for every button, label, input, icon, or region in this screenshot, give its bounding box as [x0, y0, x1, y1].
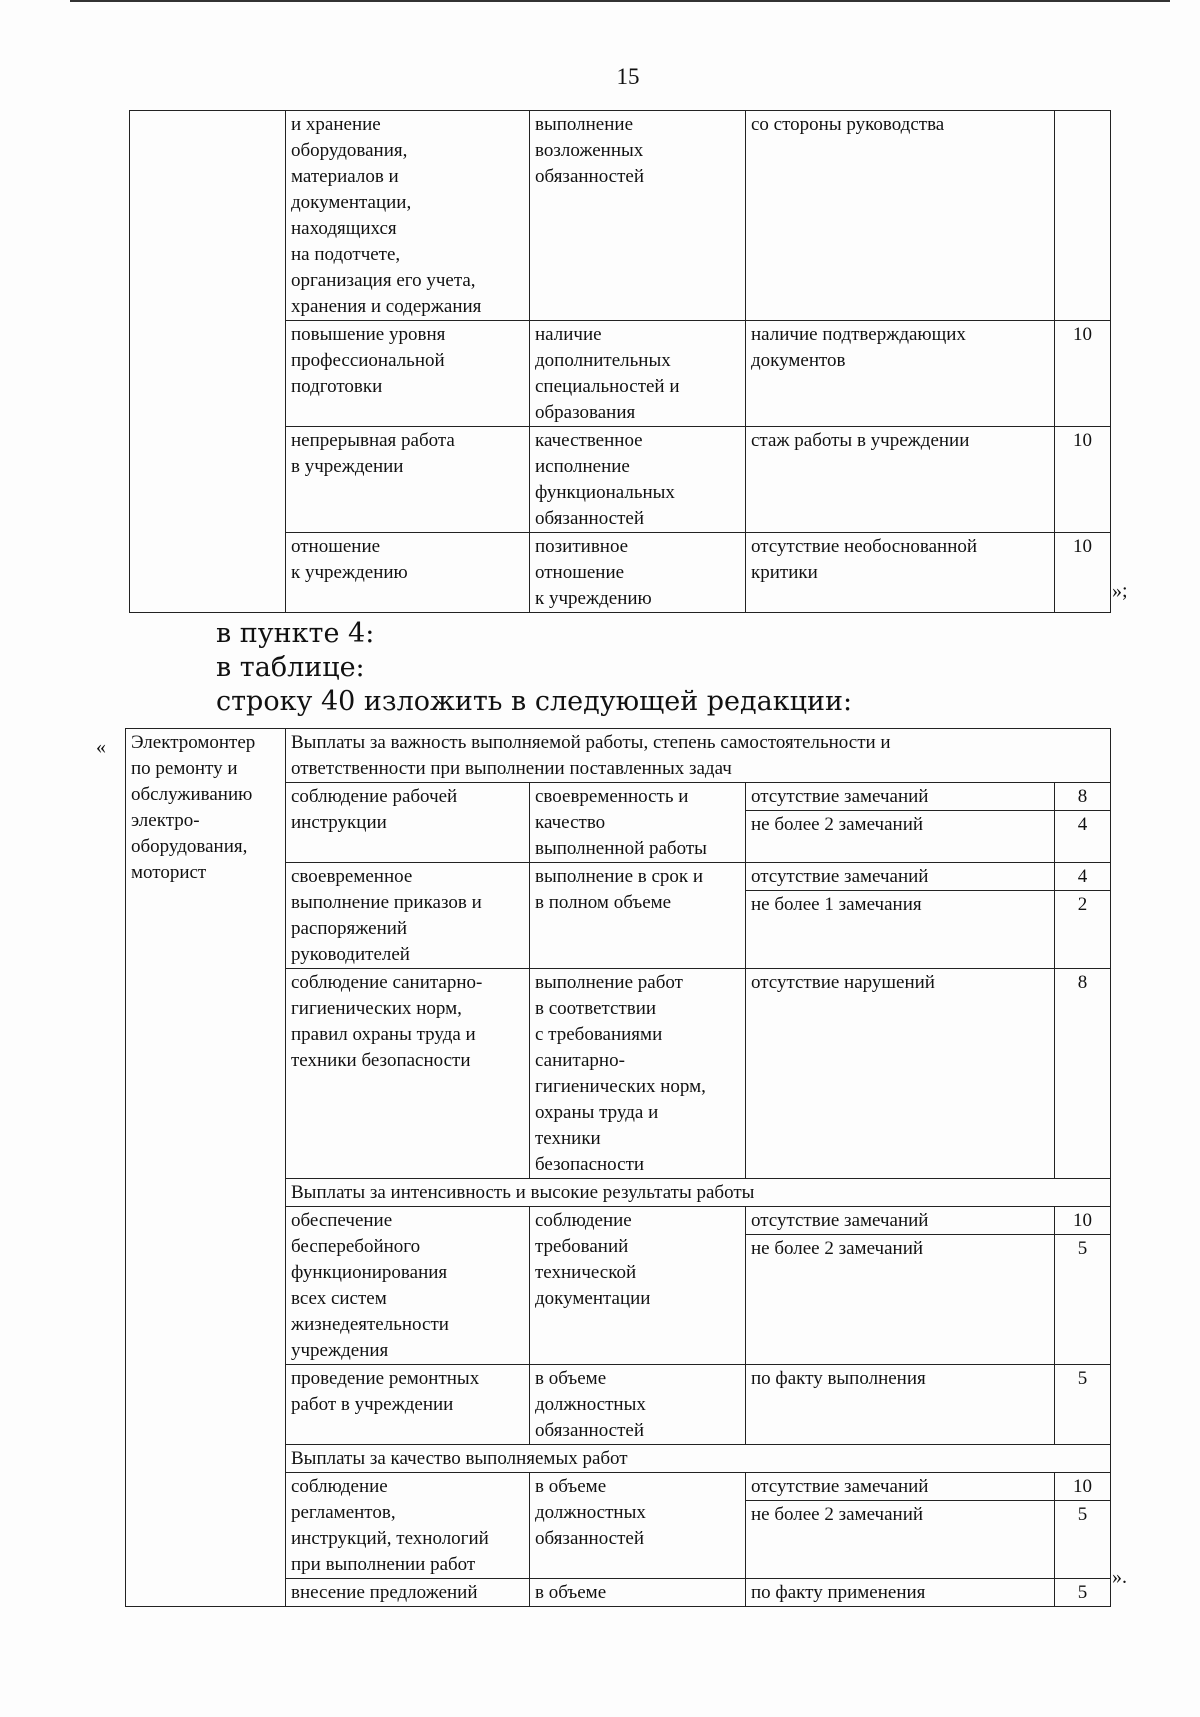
points-cell: 5 [1055, 1579, 1111, 1607]
instruction-line: строку 40 изложить в следующей редакции: [216, 686, 853, 717]
indicator-cell: внесение предложений [286, 1579, 530, 1607]
closing-quote-mark: »; [1112, 580, 1128, 602]
points-cell: 4 [1055, 811, 1111, 863]
points-cell: 10 [1055, 533, 1111, 613]
points-cell: 2 [1055, 891, 1111, 969]
closing-quote-mark: ». [1112, 1566, 1127, 1588]
indicator-cell: соблюдение рабочей инструкции [286, 783, 530, 863]
criterion-cell: по факту применения [746, 1579, 1055, 1607]
points-cell: 10 [1055, 1473, 1111, 1501]
indicator-cell: непрерывная работа в учреждении [286, 427, 530, 533]
condition-cell: своевременность и качество выполненной работы [530, 783, 746, 863]
criteria-table-continued [129, 110, 1111, 613]
indicator-cell: отношение к учреждению [286, 533, 530, 613]
points-cell: 10 [1055, 427, 1111, 533]
instruction-line: в пункте 4: [216, 618, 375, 649]
criterion-cell: по факту выполнения [746, 1365, 1055, 1445]
indicator-cell: соблюдение регламентов, инструкций, технологий при выполнении работ [286, 1473, 530, 1579]
criterion-cell: не более 2 замечаний [746, 1501, 1055, 1579]
criterion-cell: не более 1 замечания [746, 891, 1055, 969]
condition-cell: качественное исполнение функциональных обязанностей [530, 427, 746, 533]
indicator-cell: обеспечение бесперебойного функционирования всех систем жизнедеятельности учреждения [286, 1207, 530, 1365]
condition-cell: наличие дополнительных специальностей и образования [530, 321, 746, 427]
amendment-instructions [216, 617, 852, 719]
condition-cell: позитивное отношение к учреждению [530, 533, 746, 613]
criterion-cell: отсутствие замечаний [746, 1473, 1055, 1501]
opening-quote-mark: « [96, 736, 106, 758]
criterion-cell: со стороны руководства [746, 111, 1055, 321]
points-cell: 4 [1055, 863, 1111, 891]
section-title: Выплаты за важность выполняемой работы, степень самостоятельности и ответственности при выполнении поставленных задач [286, 729, 1111, 783]
condition-cell: выполнение работ в соответствии с требованиями санитарно- гигиенических норм, охраны труда и техники безопасности [530, 969, 746, 1179]
section-header-row [126, 729, 1111, 783]
indicator-cell: соблюдение санитарно- гигиенических норм, правил охраны труда и техники безопасности [286, 969, 530, 1179]
condition-cell: выполнение возложенных обязанностей [530, 111, 746, 321]
points-cell: 8 [1055, 969, 1111, 1179]
page-number: 15 [616, 64, 640, 89]
points-cell: 10 [1055, 1207, 1111, 1235]
position-cell-empty [130, 111, 286, 613]
condition-cell: в объеме должностных обязанностей [530, 1365, 746, 1445]
section-title: Выплаты за интенсивность и высокие результаты работы [286, 1179, 1111, 1207]
criterion-cell: не более 2 замечаний [746, 1235, 1055, 1365]
indicator-cell: повышение уровня профессиональной подготовки [286, 321, 530, 427]
condition-cell: в объеме должностных обязанностей [530, 1473, 746, 1579]
condition-cell: выполнение в срок и в полном объеме [530, 863, 746, 969]
points-cell: 10 [1055, 321, 1111, 427]
points-cell: 5 [1055, 1235, 1111, 1365]
points-cell: 5 [1055, 1365, 1111, 1445]
indicator-cell: своевременное выполнение приказов и распоряжений руководителей [286, 863, 530, 969]
points-cell [1055, 111, 1111, 321]
criterion-cell: наличие подтверждающих документов [746, 321, 1055, 427]
condition-cell: соблюдение требований технической документации [530, 1207, 746, 1365]
criterion-cell: отсутствие необоснованной критики [746, 533, 1055, 613]
instruction-line: в таблице: [216, 652, 365, 683]
top-edge-line [70, 0, 1170, 2]
criterion-cell: отсутствие замечаний [746, 1207, 1055, 1235]
row-40-table [125, 728, 1111, 1607]
indicator-cell: и хранение оборудования, материалов и документации, находящихся на подотчете, организация его учета, хранения и содержания [286, 111, 530, 321]
criterion-cell: не более 2 замечаний [746, 811, 1055, 863]
criterion-cell: отсутствие замечаний [746, 863, 1055, 891]
points-cell: 8 [1055, 783, 1111, 811]
points-cell: 5 [1055, 1501, 1111, 1579]
criterion-cell: стаж работы в учреждении [746, 427, 1055, 533]
criterion-cell: отсутствие нарушений [746, 969, 1055, 1179]
section-title: Выплаты за качество выполняемых работ [286, 1445, 1111, 1473]
table-row [130, 111, 1111, 321]
indicator-cell: проведение ремонтных работ в учреждении [286, 1365, 530, 1445]
condition-cell: в объеме [530, 1579, 746, 1607]
criterion-cell: отсутствие замечаний [746, 783, 1055, 811]
position-cell: Электромонтер по ремонту и обслуживанию электро- оборудования, моторист [126, 729, 286, 1607]
